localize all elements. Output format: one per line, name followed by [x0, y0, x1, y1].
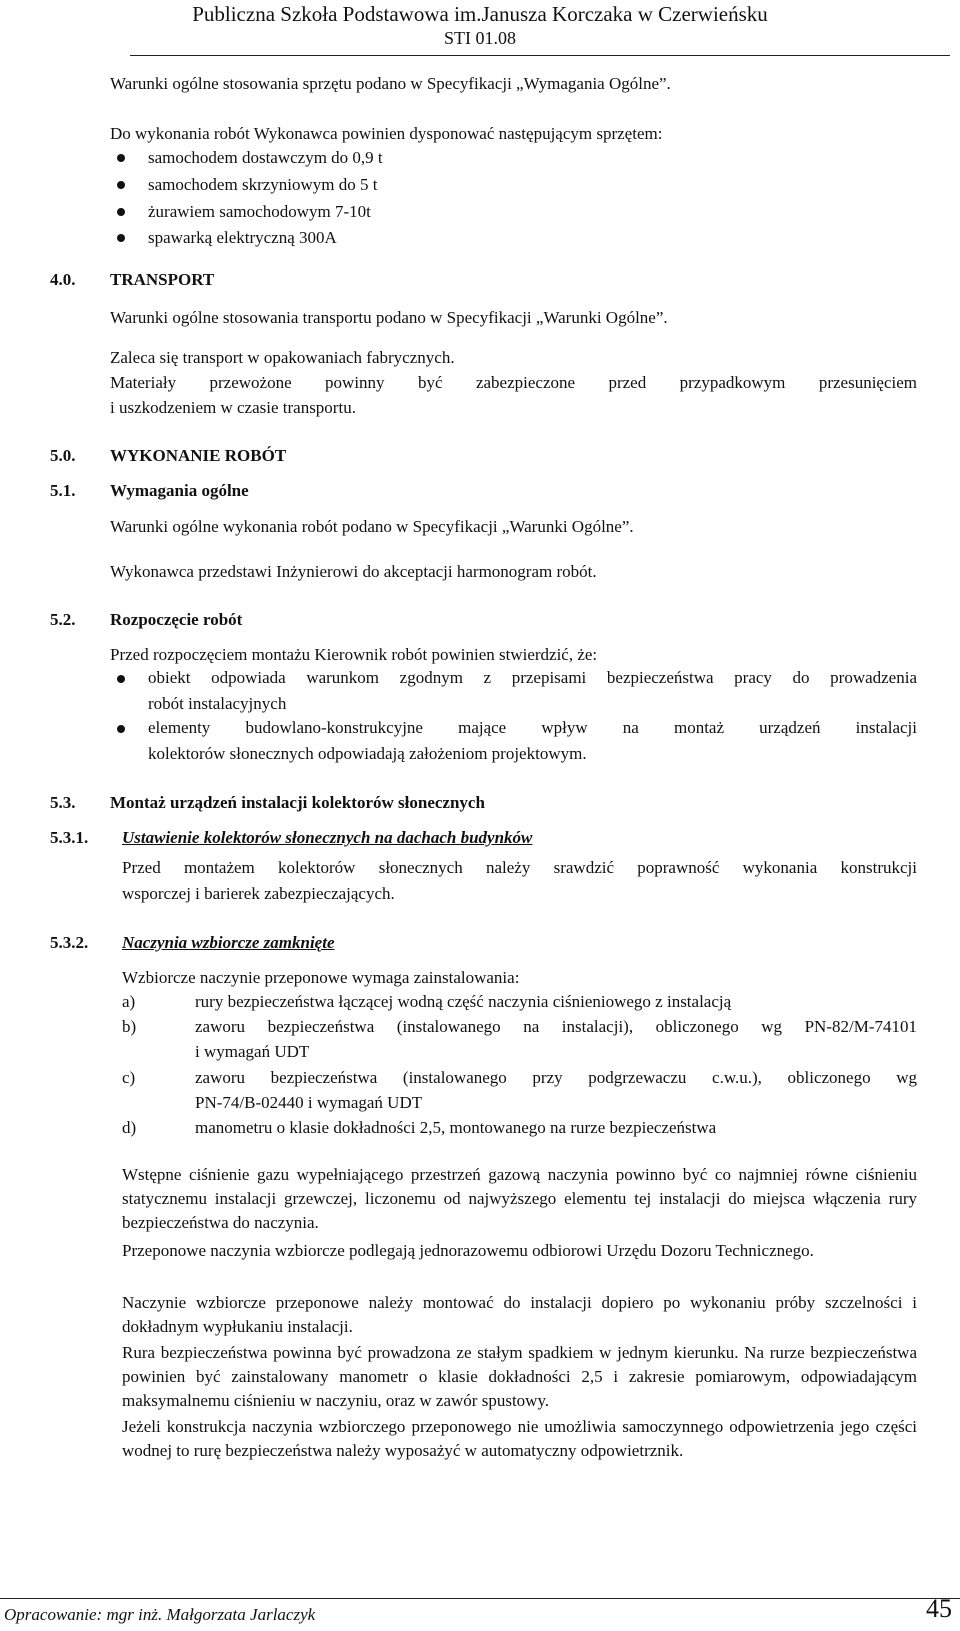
list-marker: c): [122, 1068, 136, 1087]
footer-rule: [0, 1598, 960, 1599]
list-item-line: i wymagań UDT: [195, 1042, 310, 1061]
paragraph-line: Materiały przewożone powinny być zabezpieczone przed przypadkowym przesunięciem: [110, 373, 917, 392]
equipment-lead: Do wykonania robót Wykonawca powinien dysponować następującym sprzętem:: [110, 124, 663, 143]
list-item: samochodem dostawczym do 0,9 t: [148, 148, 383, 167]
paragraph: Wstępne ciśnienie gazu wypełniającego przestrzeń gazową naczynia powinno być co najmniej równe ciśnieniu statycznemu instalacji grzewczej, liczonemu od najwyższego elementu tej instalacji do miejsca włączenia rury bezpieczeństwa do naczynia.: [122, 1165, 917, 1232]
section-number: 5.3.2.: [50, 933, 89, 952]
bullet-icon: [117, 181, 125, 189]
list-item-line: rury bezpieczeństwa łączącej wodną część naczynia ciśnieniowego z instalacją: [195, 992, 732, 1011]
page-number: 45: [926, 1594, 952, 1623]
list-item: samochodem skrzyniowym do 5 t: [148, 175, 378, 194]
list-item-line: PN-74/B-02440 i wymagań UDT: [195, 1093, 423, 1112]
paragraph: Przeponowe naczynia wzbiorcze podlegają jednorazowemu odbiorowi Urzędu Dozoru Technicznego.: [122, 1241, 814, 1260]
header-rule: [130, 55, 950, 56]
list-item-line: manometru o klasie dokładności 2,5, montowanego na rurze bezpieczeństwa: [195, 1118, 717, 1137]
paragraph: Rura bezpieczeństwa powinna być prowadzona ze stałym spadkiem w jednym kierunku. Na rurze bezpieczeństwa powinien być zainstalowany manometr o klasie dokładności 2,5 i zakresie pomiarowym, odpowiadającym maksymalnemu ciśnieniu w naczyniu, oraz w zawór spustowy.: [122, 1343, 917, 1410]
paragraph: Zaleca się transport w opakowaniach fabrycznych.: [110, 348, 455, 367]
paragraph-line: i uszkodzeniem w czasie transportu.: [110, 398, 356, 417]
list-marker: d): [122, 1118, 137, 1137]
section-title: TRANSPORT: [110, 270, 215, 289]
paragraph: Wykonawca przedstawi Inżynierowi do akceptacji harmonogram robót.: [110, 562, 597, 581]
paragraph-line: Przed montażem kolektorów słonecznych należy srawdzić poprawność wykonania konstrukcji: [122, 858, 917, 877]
list-item: żurawiem samochodowym 7-10t: [148, 202, 371, 221]
section-title: Wymagania ogólne: [110, 481, 249, 500]
section-number: 5.0.: [50, 446, 76, 465]
list-item-line: robót instalacyjnych: [148, 694, 287, 713]
header-school: Publiczna Szkoła Podstawowa im.Janusza Korczaka w Czerwieńsku: [192, 2, 768, 26]
list-item: spawarką elektryczną 300A: [148, 228, 337, 247]
paragraph: Warunki ogólne wykonania robót podano w Specyfikacji „Warunki Ogólne”.: [110, 517, 634, 536]
section-title: Rozpoczęcie robót: [110, 610, 243, 629]
bullet-icon: [117, 725, 125, 733]
bullet-icon: [117, 154, 125, 162]
section-number: 5.2.: [50, 610, 76, 629]
bullet-icon: [117, 234, 125, 242]
list-item-line: elementy budowlano-konstrukcyjne mające wpływ na montaż urządzeń instalacji: [148, 718, 917, 737]
list-item-line: kolektorów słonecznych odpowiadają założeniom projektowym.: [148, 744, 587, 763]
paragraph: Naczynie wzbiorcze przeponowe należy montować do instalacji dopiero po wykonaniu próby szczelności i dokładnym wypłukaniu instalacji.: [122, 1293, 917, 1336]
section-title: Montaż urządzeń instalacji kolektorów słonecznych: [110, 793, 485, 812]
bullet-icon: [117, 675, 125, 683]
paragraph: Warunki ogólne stosowania transportu podano w Specyfikacji „Warunki Ogólne”.: [110, 308, 668, 327]
footer-author: Opracowanie: mgr inż. Małgorzata Jarlaczyk: [4, 1605, 316, 1624]
intro-general: Warunki ogólne stosowania sprzętu podano w Specyfikacji „Wymagania Ogólne”.: [110, 74, 671, 93]
list-marker: a): [122, 992, 136, 1011]
section-title: Naczynia wzbiorcze zamknięte: [122, 933, 335, 952]
section-number: 5.1.: [50, 481, 76, 500]
paragraph-line: wsporczej i barierek zabezpieczających.: [122, 884, 395, 903]
header-code: STI 01.08: [444, 28, 516, 48]
list-item-line: zaworu bezpieczeństwa (instalowanego na instalacji), obliczonego wg PN-82/M-74101: [195, 1017, 917, 1036]
paragraph: Jeżeli konstrukcja naczynia wzbiorczego przeponowego nie umożliwia samoczynnego odpowietrzenia jego części wodnej to rurę bezpieczeństwa należy wyposażyć w automatyczny odpowietrznik.: [122, 1417, 917, 1460]
list-marker: b): [122, 1017, 137, 1036]
section-title: WYKONANIE ROBÓT: [110, 446, 287, 465]
bullet-icon: [117, 208, 125, 216]
section-number: 5.3.: [50, 793, 76, 812]
paragraph: Wzbiorcze naczynie przeponowe wymaga zainstalowania:: [122, 968, 520, 987]
list-item-line: zaworu bezpieczeństwa (instalowanego przy podgrzewaczu c.w.u.), obliczonego wg: [195, 1068, 917, 1087]
list-item-line: obiekt odpowiada warunkom zgodnym z przepisami bezpieczeństwa pracy do prowadzenia: [148, 668, 917, 687]
paragraph: Przed rozpoczęciem montażu Kierownik robót powinien stwierdzić, że:: [110, 645, 598, 664]
section-number: 5.3.1.: [50, 828, 89, 847]
section-number: 4.0.: [50, 270, 76, 289]
section-title: Ustawienie kolektorów słonecznych na dachach budynków: [122, 828, 533, 847]
